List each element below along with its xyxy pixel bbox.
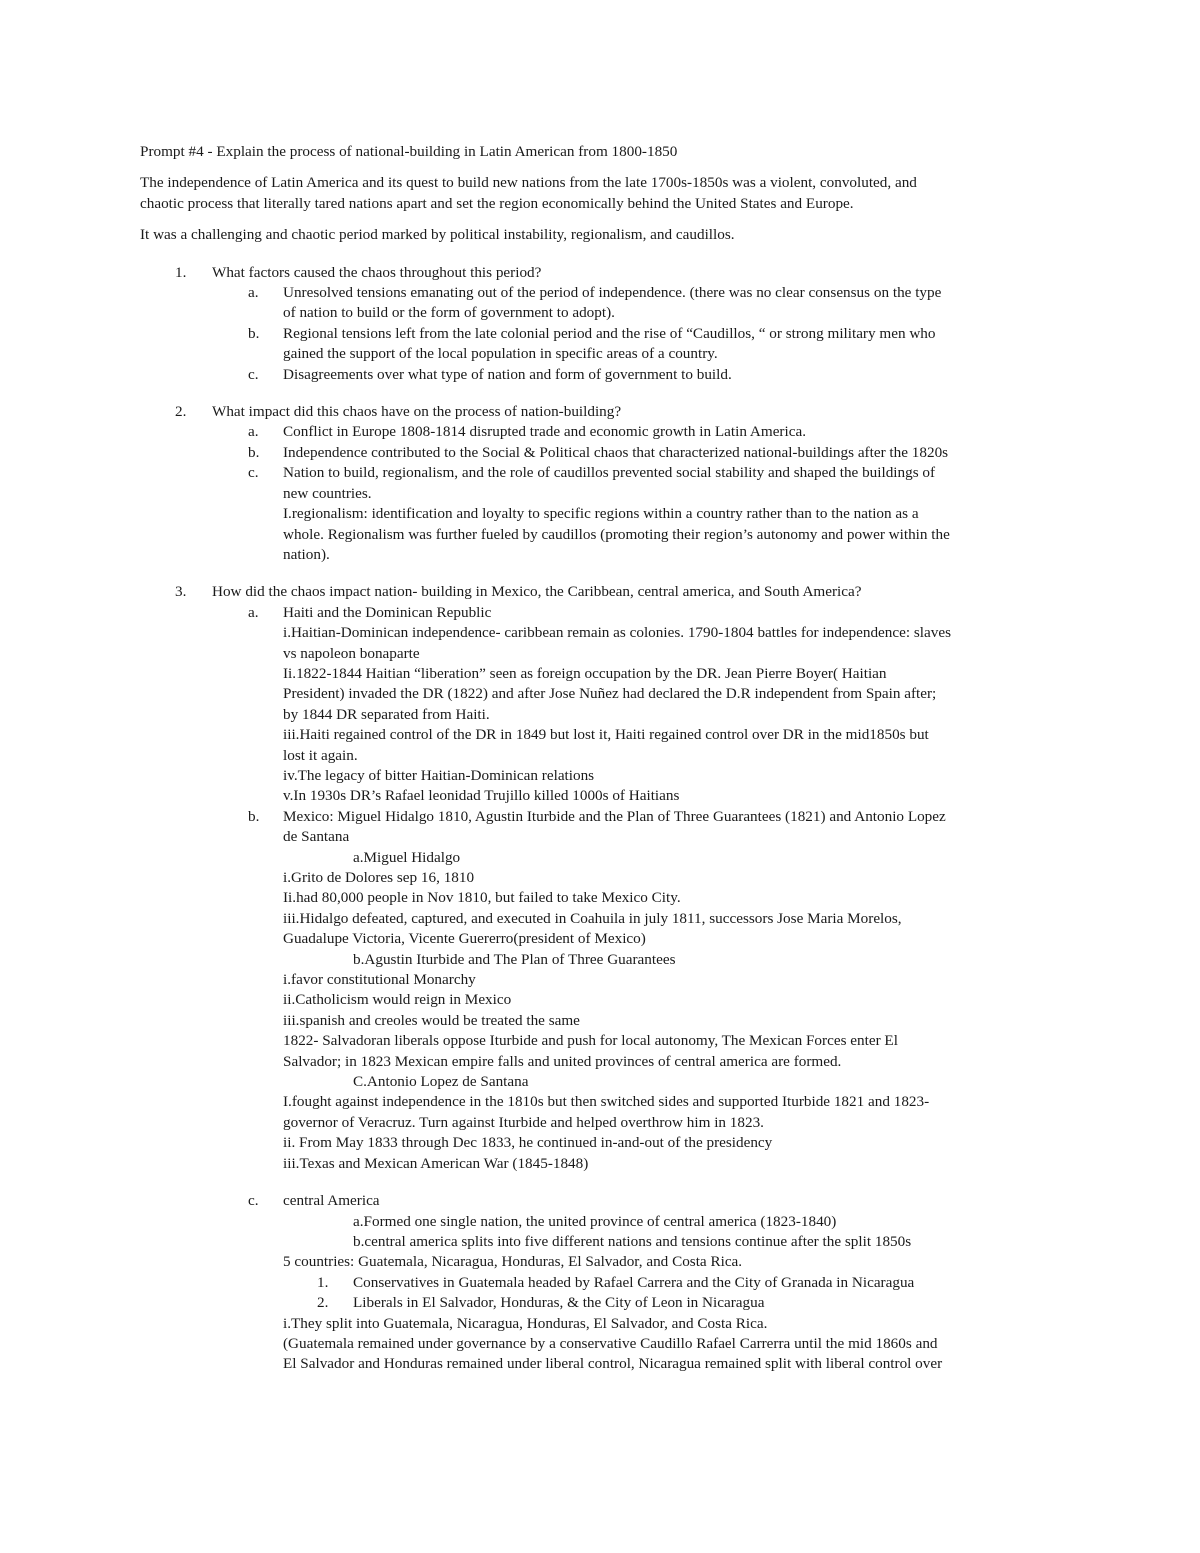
answer-text: lost it again. [283,746,358,764]
answer-text: of nation to build or the form of government to adopt). [283,304,615,322]
list-number: 3. [175,583,187,601]
answer-text: i.Grito de Dolores sep 16, 1810 [283,869,475,886]
subsection-title: C.Antonio Lopez de Santana [353,1073,529,1091]
answer-text: El Salvador and Honduras remained under liberal control, Nicaragua remained split with liberal control over [283,1355,943,1373]
answer-text: Ii.1822-1844 Haitian “liberation” seen as foreign occupation by the DR. Jean Pierre Boyer( Haitian [283,664,887,682]
answer-text: governor of Veracruz. Turn against Iturbide and helped overthrow him in 1823. [283,1113,764,1131]
answer-text: iii.Hidalgo defeated, captured, and executed in Coahuila in july 1811, successors Jose Maria Morelos, [283,909,902,927]
answer-text: I.fought against independence in the 1810s but then switched sides and supported Iturbide 1821 and 1823- [283,1093,930,1111]
list-letter: b. [248,324,260,342]
section-heading: central America [283,1192,380,1210]
answer-text: Unresolved tensions emanating out of the period of independence. (there was no clear consensus on the type [283,284,942,302]
thesis-paragraph: It was a challenging and chaotic period marked by political instability, regionalism, and caudillos. [140,226,735,244]
answer-text: Disagreements over what type of nation and form of government to build. [283,365,732,383]
answer-text: Conflict in Europe 1808-1814 disrupted trade and economic growth in Latin America. [283,423,806,441]
answer-item [140,324,1060,344]
question-text: How did the chaos impact nation- building in Mexico, the Caribbean, central america, and South America? [212,583,862,601]
answer-text: 5 countries: Guatemala, Nicaragua, Honduras, El Salvador, and Costa Rica. [283,1253,743,1271]
answer-text: Conservatives in Guatemala headed by Rafael Carrera and the City of Granada in Nicaragua [353,1273,915,1291]
answer-item [140,365,1060,385]
answer-text: i.They split into Guatemala, Nicaragua, Honduras, El Salvador, and Costa Rica. [283,1314,768,1332]
question-text: What factors caused the chaos throughout this period? [212,263,542,281]
question-1 [140,263,1060,283]
document-page [140,142,1060,1375]
answer-item [140,603,1060,623]
answer-item [140,443,1060,463]
list-letter: a. [248,423,259,441]
section-heading: Mexico: Miguel Hidalgo 1810, Agustin Iturbide and the Plan of Three Guarantees (1821) and Antonio Lopez [283,807,946,825]
answer-text: gained the support of the local population in specific areas of a country. [283,345,718,363]
list-letter: c. [248,365,259,383]
answer-text: Nation to build, regionalism, and the role of caudillos prevented social stability and shaped the buildings of [283,464,936,482]
question-2 [140,402,1060,422]
subsection-title: b.central america splits into five different nations and tensions continue after the split 1850s [353,1232,912,1250]
answer-text: by 1844 DR separated from Haiti. [283,705,490,723]
answer-text: nation). [283,545,330,563]
list-number: 1. [317,1273,329,1291]
answer-item [140,422,1060,442]
document-title: Prompt #4 - Explain the process of national-building in Latin American from 1800-1850 [140,143,678,160]
question-3 [140,582,1060,602]
list-number: 1. [175,263,187,281]
numbered-item [140,1273,1060,1293]
list-number: 2. [175,403,187,421]
answer-text: iv.The legacy of bitter Haitian-Dominican relations [283,766,595,784]
subsection-title: a.Formed one single nation, the united province of central america (1823-1840) [353,1212,837,1230]
section-heading: Haiti and the Dominican Republic [283,603,492,621]
list-letter: c. [248,1192,259,1210]
answer-text: i.favor constitutional Monarchy [283,971,476,989]
answer-text: iii.Haiti regained control of the DR in 1849 but lost it, Haiti regained control over DR in the mid1850s but [283,726,929,744]
answer-item [140,463,1060,483]
list-number: 2. [317,1294,329,1312]
answer-text: iii.Texas and Mexican American War (1845-1848) [283,1154,589,1172]
intro-line: The independence of Latin America and its quest to build new nations from the late 1700s-1850s was a violent, convoluted, and [140,174,917,192]
answer-text: Salvador; in 1823 Mexican empire falls and united provinces of central america are formed. [283,1052,842,1070]
intro-line: chaotic process that literally tared nations apart and set the region economically behind the United States and Europe. [140,194,854,212]
answer-item [140,1191,1060,1211]
list-letter: b. [248,443,260,461]
answer-text: President) invaded the DR (1822) and after Jose Nuñez had declared the D.R independent from Spain after; [283,685,937,703]
subsection-title: b.Agustin Iturbide and The Plan of Three Guarantees [353,950,676,968]
answer-text: Liberals in El Salvador, Honduras, & the City of Leon in Nicaragua [353,1294,765,1312]
answer-text: v.In 1930s DR’s Rafael leonidad Trujillo killed 1000s of Haitians [283,787,680,805]
answer-text: Ii.had 80,000 people in Nov 1810, but failed to take Mexico City. [283,889,681,907]
answer-text: Regional tensions left from the late colonial period and the rise of “Caudillos, “ or strong military men who [283,324,936,342]
list-letter: a. [248,284,259,302]
answer-text: I.regionalism: identification and loyalty to specific regions within a country rather than to the nation as a [283,505,919,523]
subsection-title: a.Miguel Hidalgo [353,848,461,866]
section-heading: de Santana [283,828,350,846]
numbered-item [140,1293,1060,1313]
answer-text: new countries. [283,484,372,502]
answer-text: vs napoleon bonaparte [283,644,420,662]
answer-text: i.Haitian-Dominican independence- caribbean remain as colonies. 1790-1804 battles for independence: slaves [283,624,952,642]
answer-text: ii. From May 1833 through Dec 1833, he continued in-and-out of the presidency [283,1134,773,1152]
answer-item [140,807,1060,827]
answer-item [140,283,1060,303]
question-text: What impact did this chaos have on the process of nation-building? [212,403,622,421]
answer-text: Guadalupe Victoria, Vicente Guererro(president of Mexico) [283,930,646,948]
answer-text: (Guatemala remained under governance by a conservative Caudillo Rafael Carrerra until the mid 1860s and [283,1334,938,1352]
list-letter: a. [248,603,259,621]
answer-text: iii.spanish and creoles would be treated the same [283,1011,580,1029]
answer-text: whole. Regionalism was further fueled by caudillos (promoting their region’s autonomy and power within the [283,525,950,543]
list-letter: b. [248,807,260,825]
answer-text: Independence contributed to the Social & Political chaos that characterized national-buildings after the 1820s [283,443,949,461]
answer-text: 1822- Salvadoran liberals oppose Iturbide and push for local autonomy, The Mexican Forces enter El [283,1032,898,1050]
list-letter: c. [248,464,259,482]
answer-text: ii.Catholicism would reign in Mexico [283,991,512,1009]
